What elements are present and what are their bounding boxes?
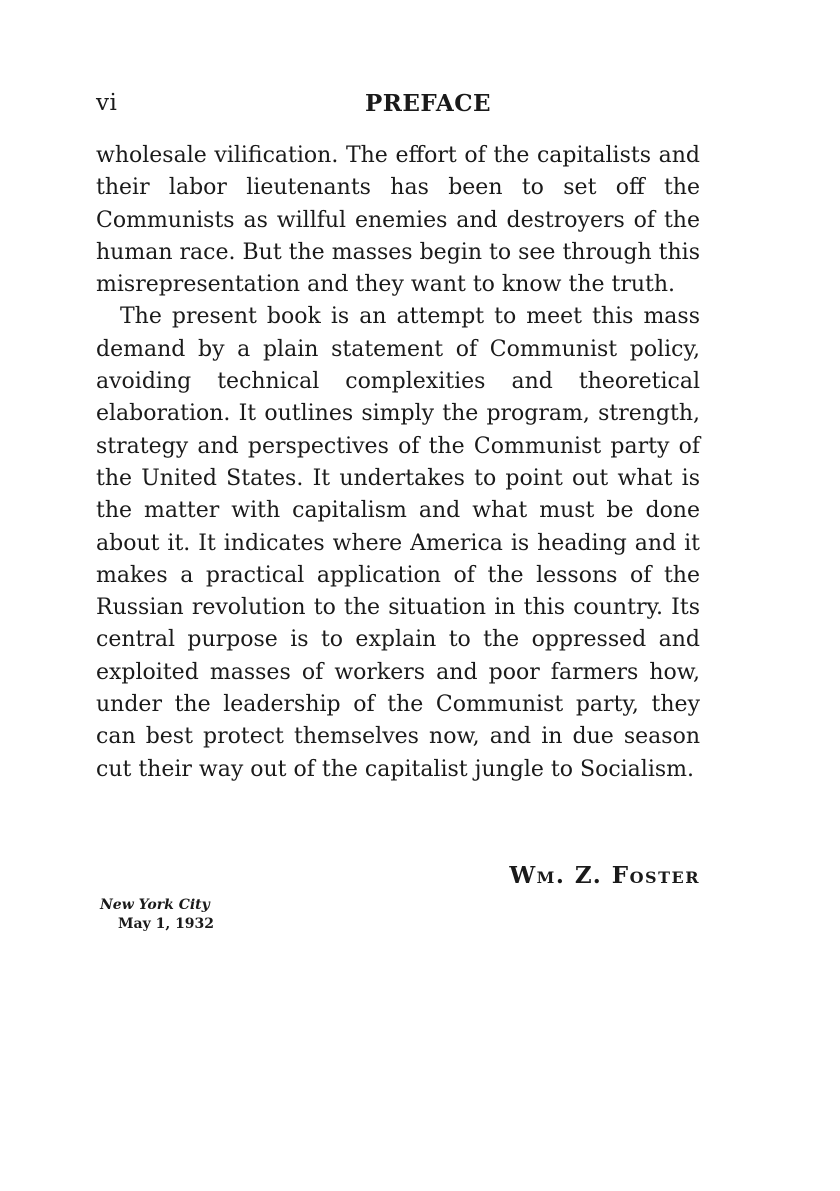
- dateline: [96, 896, 214, 934]
- dateline-date: May 1, 1932: [118, 916, 215, 932]
- running-title: PREFACE: [364, 90, 492, 117]
- body-text: [96, 140, 700, 786]
- running-head: [96, 90, 700, 124]
- paragraph-continued: wholesale vilification. The effort of the capitalists and their labor lieutenants has been to set off the Communists as willful enemies and destroyers of the human race. But the masses begin to see through this misrepresentation and they want to know the truth.: [96, 143, 700, 298]
- page-number: vi: [96, 90, 118, 116]
- dateline-place: New York City: [100, 897, 210, 913]
- paragraph: The present book is an attempt to meet this mass demand by a plain statement of Communist policy, avoiding technical complexities and theoretical elaboration. It outlines simply the program, strength, strategy and perspectives of the Communist party of the United States. It undertakes to point out what is the matter with capitalism and what must be done about it. It indicates where America is heading and it makes a practical application of the lessons of the Russian revolution to the situation in this country. Its central purpose is to explain to the oppressed and exploited masses of workers and poor farmers how, under the leadership of the Communist party, they can best protect themselves now, and in due season cut their way out of the capitalist jungle to Socialism.: [96, 304, 700, 782]
- author-signature: Wm. Z. Foster: [509, 862, 700, 889]
